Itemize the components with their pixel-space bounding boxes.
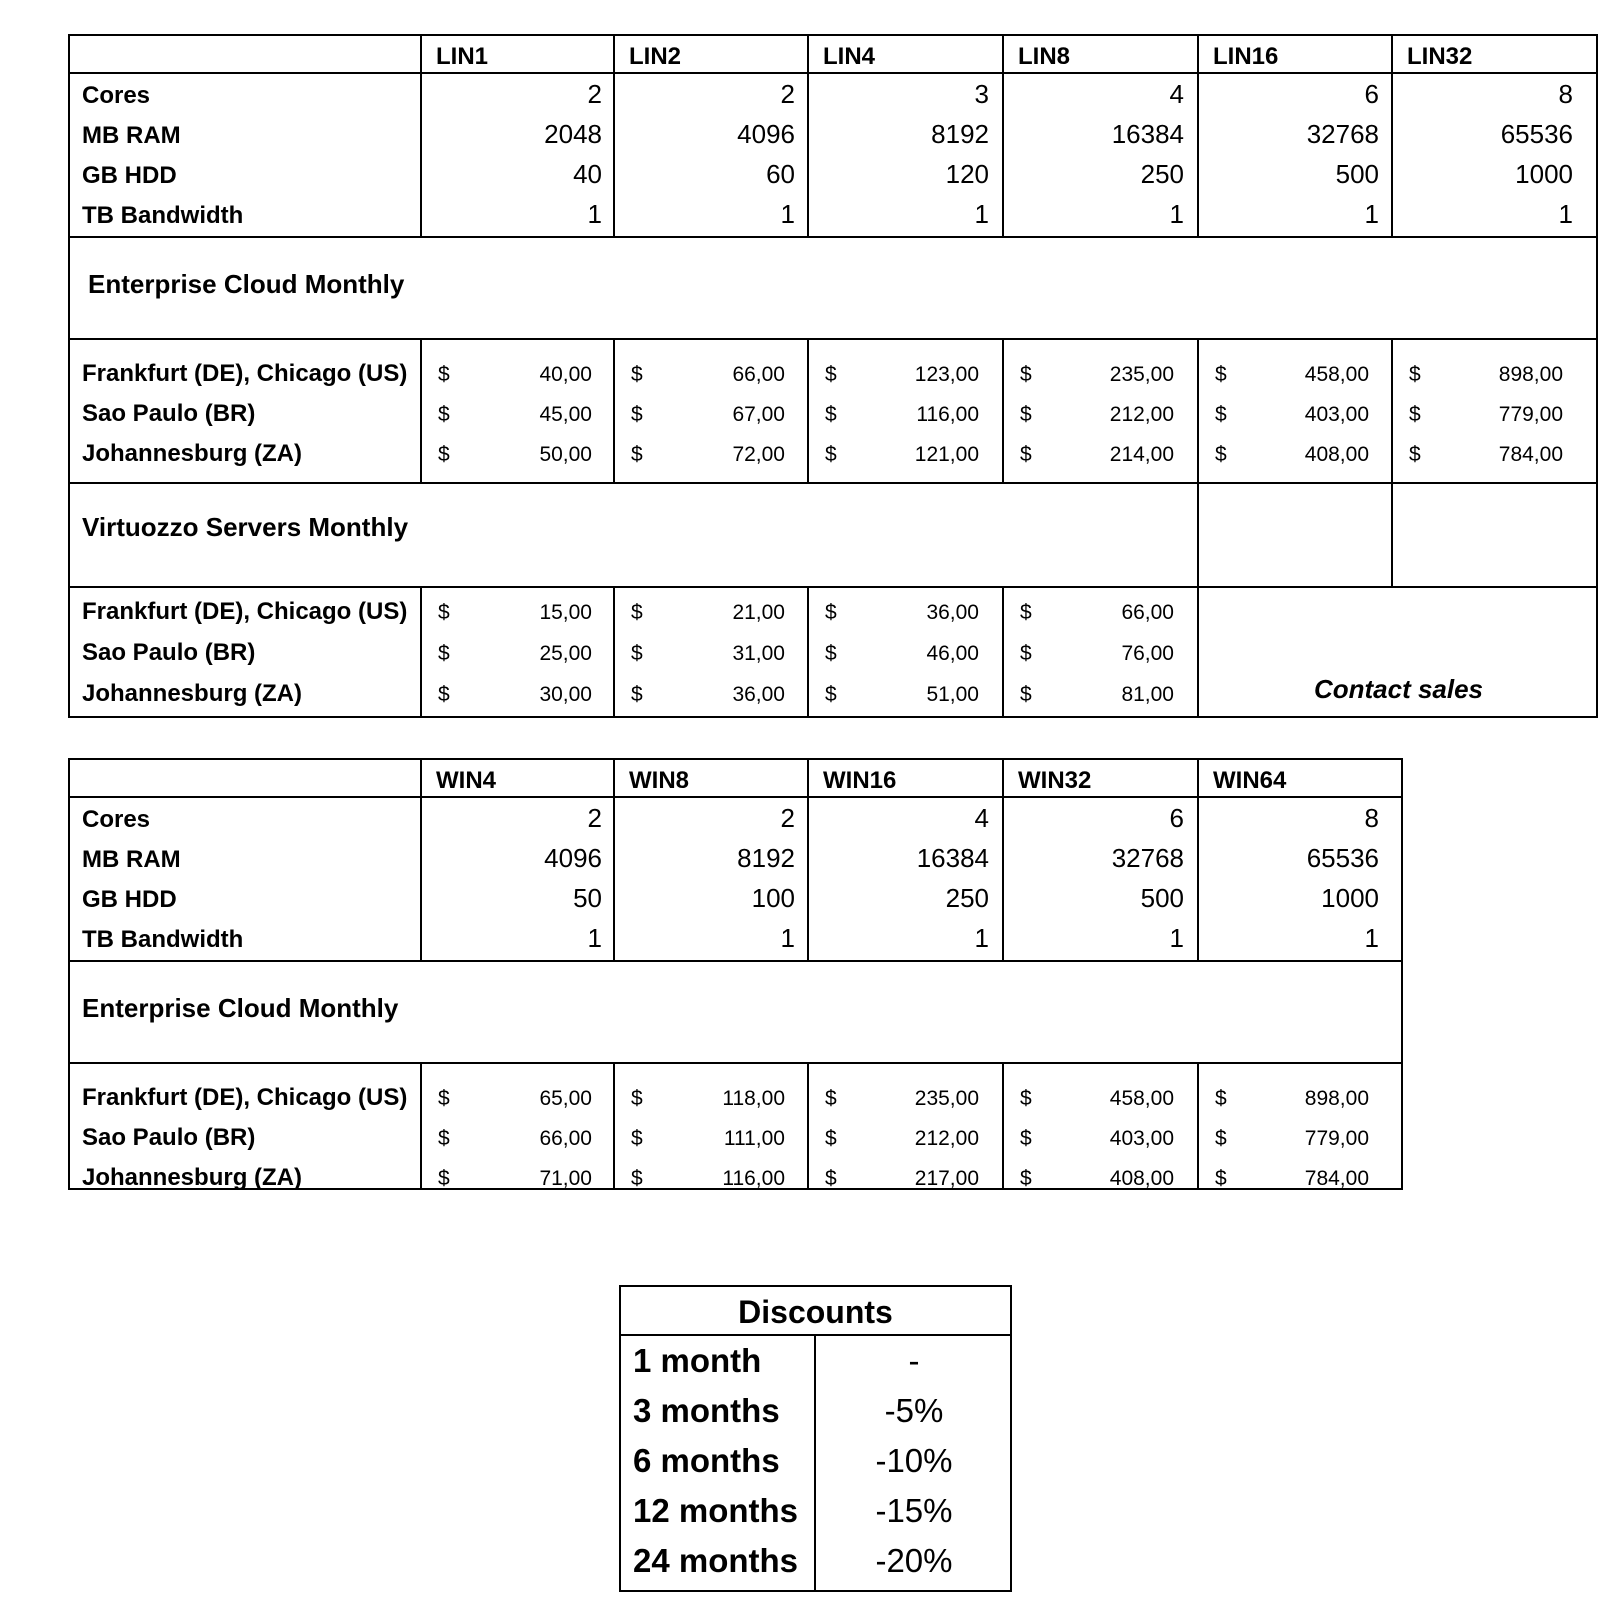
spec-value: 250 bbox=[945, 883, 989, 913]
currency-symbol: $ bbox=[631, 601, 643, 624]
location-label: Sao Paulo (BR) bbox=[82, 1124, 256, 1151]
price-value: 31,00 bbox=[732, 642, 785, 665]
price-value: 403,00 bbox=[1109, 1127, 1174, 1150]
plan-header: LIN1 bbox=[436, 43, 489, 70]
column-divider bbox=[807, 338, 809, 482]
price-value: 116,00 bbox=[722, 1167, 785, 1190]
price-value: 66,00 bbox=[1121, 601, 1174, 624]
currency-symbol: $ bbox=[1020, 363, 1032, 386]
location-label: Johannesburg (ZA) bbox=[82, 1164, 302, 1191]
currency-symbol: $ bbox=[1020, 1167, 1032, 1190]
price-value: 214,00 bbox=[1109, 443, 1174, 466]
spec-value: 6 bbox=[1169, 803, 1184, 833]
plan-header: LIN8 bbox=[1018, 43, 1071, 70]
currency-symbol: $ bbox=[825, 1087, 837, 1110]
discount-period: 3 months bbox=[633, 1392, 780, 1429]
section-divider bbox=[68, 482, 1598, 484]
specs-divider bbox=[68, 960, 1403, 962]
column-divider bbox=[1002, 338, 1004, 482]
spec-value: 4096 bbox=[737, 119, 795, 149]
spec-value: 1 bbox=[1169, 923, 1184, 953]
spec-value: 2 bbox=[587, 79, 602, 109]
price-value: 50,00 bbox=[539, 443, 592, 466]
spec-value: 65536 bbox=[1500, 119, 1573, 149]
spec-value: 4 bbox=[974, 803, 989, 833]
price-value: 458,00 bbox=[1109, 1087, 1174, 1110]
plan-header: LIN32 bbox=[1407, 43, 1473, 70]
section-divider bbox=[68, 586, 1598, 588]
column-divider bbox=[1002, 758, 1004, 960]
section-divider bbox=[68, 338, 1598, 340]
column-divider bbox=[1391, 338, 1393, 482]
column-divider bbox=[807, 1062, 809, 1190]
location-label: Johannesburg (ZA) bbox=[82, 440, 302, 467]
currency-symbol: $ bbox=[1409, 403, 1421, 426]
discount-value: -10% bbox=[875, 1442, 953, 1479]
currency-symbol: $ bbox=[1020, 683, 1032, 706]
spec-value: 32768 bbox=[1111, 843, 1184, 873]
price-value: 25,00 bbox=[539, 642, 592, 665]
column-divider bbox=[1197, 338, 1199, 482]
currency-symbol: $ bbox=[825, 683, 837, 706]
plan-header: WIN4 bbox=[436, 767, 496, 794]
currency-symbol: $ bbox=[1020, 1087, 1032, 1110]
column-divider bbox=[1002, 1062, 1004, 1190]
spec-value: 32768 bbox=[1306, 119, 1379, 149]
price-value: 71,00 bbox=[539, 1167, 592, 1190]
spec-value: 2048 bbox=[544, 119, 602, 149]
currency-symbol: $ bbox=[438, 1087, 450, 1110]
spec-label: MB RAM bbox=[82, 846, 181, 873]
spec-value: 500 bbox=[1140, 883, 1184, 913]
column-divider bbox=[807, 758, 809, 960]
section-title: Enterprise Cloud Monthly bbox=[82, 993, 399, 1023]
spec-value: 1 bbox=[587, 923, 602, 953]
currency-symbol: $ bbox=[1020, 403, 1032, 426]
spec-value: 1000 bbox=[1515, 159, 1573, 189]
spec-label: TB Bandwidth bbox=[82, 202, 244, 229]
spec-label: TB Bandwidth bbox=[82, 926, 244, 953]
currency-symbol: $ bbox=[631, 443, 643, 466]
price-value: 45,00 bbox=[539, 403, 592, 426]
currency-symbol: $ bbox=[1409, 363, 1421, 386]
price-value: 898,00 bbox=[1304, 1087, 1369, 1110]
column-divider bbox=[613, 338, 615, 482]
currency-symbol: $ bbox=[1215, 443, 1227, 466]
column-divider bbox=[613, 34, 615, 236]
plan-header: WIN32 bbox=[1018, 767, 1092, 794]
price-value: 784,00 bbox=[1304, 1167, 1369, 1190]
currency-symbol: $ bbox=[438, 443, 450, 466]
price-value: 123,00 bbox=[914, 363, 979, 386]
price-value: 212,00 bbox=[1109, 403, 1174, 426]
price-value: 235,00 bbox=[914, 1087, 979, 1110]
section-title: Virtuozzo Servers Monthly bbox=[82, 512, 409, 542]
currency-symbol: $ bbox=[825, 363, 837, 386]
location-label: Johannesburg (ZA) bbox=[82, 680, 302, 707]
spec-value: 120 bbox=[945, 159, 989, 189]
column-divider bbox=[1197, 34, 1199, 236]
currency-symbol: $ bbox=[1215, 1087, 1227, 1110]
currency-symbol: $ bbox=[825, 443, 837, 466]
discount-period: 6 months bbox=[633, 1442, 780, 1479]
spec-value: 2 bbox=[587, 803, 602, 833]
currency-symbol: $ bbox=[438, 1167, 450, 1190]
column-divider bbox=[1197, 1062, 1199, 1190]
price-value: 81,00 bbox=[1121, 683, 1174, 706]
spec-value: 3 bbox=[974, 79, 989, 109]
price-value: 15,00 bbox=[539, 601, 592, 624]
location-label: Sao Paulo (BR) bbox=[82, 400, 256, 427]
price-value: 40,00 bbox=[539, 363, 592, 386]
currency-symbol: $ bbox=[1020, 443, 1032, 466]
location-label: Sao Paulo (BR) bbox=[82, 639, 256, 666]
spec-value: 1 bbox=[587, 199, 602, 229]
spec-value: 4 bbox=[1169, 79, 1184, 109]
column-divider bbox=[420, 34, 422, 236]
price-value: 458,00 bbox=[1304, 363, 1369, 386]
discount-value: - bbox=[908, 1342, 920, 1379]
location-label: Frankfurt (DE), Chicago (US) bbox=[82, 360, 408, 387]
column-divider bbox=[1002, 34, 1004, 236]
spec-value: 8 bbox=[1364, 803, 1379, 833]
discounts-title: Discounts bbox=[738, 1294, 893, 1330]
spec-value: 16384 bbox=[1111, 119, 1184, 149]
price-value: 111,00 bbox=[723, 1127, 785, 1150]
spec-label: Cores bbox=[82, 806, 151, 833]
currency-symbol: $ bbox=[1020, 601, 1032, 624]
currency-symbol: $ bbox=[825, 1127, 837, 1150]
currency-symbol: $ bbox=[631, 1167, 643, 1190]
specs-divider bbox=[68, 236, 1598, 238]
location-label: Frankfurt (DE), Chicago (US) bbox=[82, 598, 408, 625]
price-value: 36,00 bbox=[732, 683, 785, 706]
plan-header: WIN16 bbox=[823, 767, 897, 794]
price-value: 65,00 bbox=[539, 1087, 592, 1110]
spec-value: 1 bbox=[1169, 199, 1184, 229]
discount-period: 12 months bbox=[633, 1492, 799, 1529]
currency-symbol: $ bbox=[438, 601, 450, 624]
currency-symbol: $ bbox=[1409, 443, 1421, 466]
price-value: 212,00 bbox=[914, 1127, 979, 1150]
spec-label: GB HDD bbox=[82, 162, 177, 189]
price-value: 121,00 bbox=[914, 443, 979, 466]
discount-value: -15% bbox=[875, 1492, 953, 1529]
column-divider bbox=[1197, 758, 1199, 960]
discount-period: 1 month bbox=[633, 1342, 762, 1379]
spec-value: 40 bbox=[573, 159, 602, 189]
column-divider bbox=[613, 758, 615, 960]
column-divider bbox=[420, 586, 422, 718]
price-value: 116,00 bbox=[916, 403, 979, 426]
spec-value: 1 bbox=[1364, 199, 1379, 229]
currency-symbol: $ bbox=[631, 683, 643, 706]
spec-value: 1 bbox=[974, 199, 989, 229]
currency-symbol: $ bbox=[825, 1167, 837, 1190]
currency-symbol: $ bbox=[438, 363, 450, 386]
currency-symbol: $ bbox=[1215, 363, 1227, 386]
price-value: 408,00 bbox=[1304, 443, 1369, 466]
plan-header: WIN8 bbox=[629, 767, 689, 794]
spec-value: 16384 bbox=[916, 843, 989, 873]
currency-symbol: $ bbox=[825, 403, 837, 426]
price-value: 66,00 bbox=[732, 363, 785, 386]
currency-symbol: $ bbox=[631, 363, 643, 386]
column-divider bbox=[613, 586, 615, 718]
price-value: 898,00 bbox=[1498, 363, 1563, 386]
spec-value: 6 bbox=[1364, 79, 1379, 109]
plan-header: LIN2 bbox=[629, 43, 682, 70]
spec-value: 50 bbox=[573, 883, 602, 913]
spec-label: Cores bbox=[82, 82, 151, 109]
currency-symbol: $ bbox=[438, 403, 450, 426]
spec-value: 2 bbox=[780, 79, 795, 109]
spec-value: 2 bbox=[780, 803, 795, 833]
location-label: Frankfurt (DE), Chicago (US) bbox=[82, 1084, 408, 1111]
plan-header: WIN64 bbox=[1213, 767, 1287, 794]
currency-symbol: $ bbox=[631, 403, 643, 426]
section-divider bbox=[68, 1062, 1403, 1064]
price-value: 21,00 bbox=[732, 601, 785, 624]
price-value: 408,00 bbox=[1109, 1167, 1174, 1190]
currency-symbol: $ bbox=[438, 1127, 450, 1150]
price-value: 784,00 bbox=[1498, 443, 1563, 466]
currency-symbol: $ bbox=[438, 683, 450, 706]
discount-value: -5% bbox=[884, 1392, 944, 1429]
price-value: 779,00 bbox=[1304, 1127, 1369, 1150]
spec-value: 1 bbox=[780, 199, 795, 229]
spec-value: 100 bbox=[751, 883, 795, 913]
currency-symbol: $ bbox=[1215, 1167, 1227, 1190]
plan-header: LIN16 bbox=[1213, 43, 1279, 70]
spec-value: 4096 bbox=[544, 843, 602, 873]
price-value: 67,00 bbox=[732, 403, 785, 426]
price-value: 235,00 bbox=[1109, 363, 1174, 386]
spec-label: MB RAM bbox=[82, 122, 181, 149]
spec-value: 1 bbox=[1558, 199, 1573, 229]
spec-value: 8 bbox=[1558, 79, 1573, 109]
currency-symbol: $ bbox=[1215, 403, 1227, 426]
discount-value: -20% bbox=[875, 1542, 953, 1579]
column-divider bbox=[1391, 482, 1393, 586]
discount-period: 24 months bbox=[633, 1542, 799, 1579]
currency-symbol: $ bbox=[825, 601, 837, 624]
currency-symbol: $ bbox=[1020, 642, 1032, 665]
spec-value: 8192 bbox=[931, 119, 989, 149]
spec-value: 250 bbox=[1140, 159, 1184, 189]
spec-value: 500 bbox=[1335, 159, 1379, 189]
spec-value: 1 bbox=[780, 923, 795, 953]
spec-value: 1 bbox=[1364, 923, 1379, 953]
price-value: 46,00 bbox=[926, 642, 979, 665]
price-value: 36,00 bbox=[926, 601, 979, 624]
price-value: 118,00 bbox=[722, 1087, 785, 1110]
spec-value: 1000 bbox=[1321, 883, 1379, 913]
column-divider bbox=[1002, 586, 1004, 718]
contact-sales-note: Contact sales bbox=[1313, 674, 1484, 704]
currency-symbol: $ bbox=[438, 642, 450, 665]
price-value: 217,00 bbox=[914, 1167, 979, 1190]
column-divider bbox=[420, 758, 422, 960]
price-value: 72,00 bbox=[732, 443, 785, 466]
spec-value: 60 bbox=[766, 159, 795, 189]
spec-label: GB HDD bbox=[82, 886, 177, 913]
currency-symbol: $ bbox=[631, 1087, 643, 1110]
price-value: 30,00 bbox=[539, 683, 592, 706]
spec-value: 1 bbox=[974, 923, 989, 953]
spec-value: 65536 bbox=[1306, 843, 1379, 873]
column-divider bbox=[1391, 34, 1393, 236]
price-value: 51,00 bbox=[926, 683, 979, 706]
price-value: 76,00 bbox=[1121, 642, 1174, 665]
column-divider bbox=[807, 586, 809, 718]
spec-value: 8192 bbox=[737, 843, 795, 873]
price-value: 66,00 bbox=[539, 1127, 592, 1150]
column-divider bbox=[420, 338, 422, 482]
column-divider bbox=[613, 1062, 615, 1190]
plan-header: LIN4 bbox=[823, 43, 876, 70]
column-divider bbox=[807, 34, 809, 236]
price-value: 403,00 bbox=[1304, 403, 1369, 426]
currency-symbol: $ bbox=[631, 1127, 643, 1150]
currency-symbol: $ bbox=[1215, 1127, 1227, 1150]
price-value: 779,00 bbox=[1498, 403, 1563, 426]
currency-symbol: $ bbox=[825, 642, 837, 665]
currency-symbol: $ bbox=[631, 642, 643, 665]
section-title: Enterprise Cloud Monthly bbox=[88, 269, 405, 299]
column-divider bbox=[420, 1062, 422, 1190]
currency-symbol: $ bbox=[1020, 1127, 1032, 1150]
